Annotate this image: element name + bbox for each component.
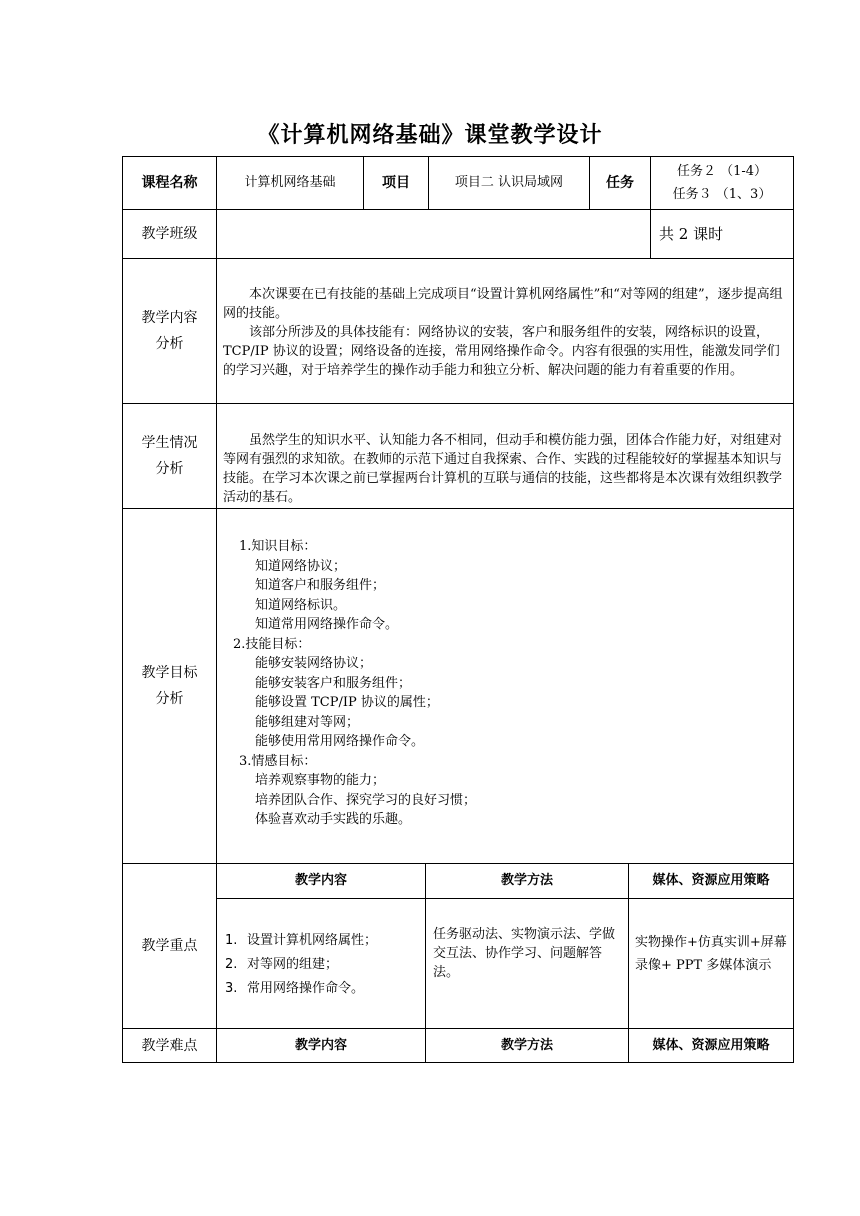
key-media-text: 实物操作+仿真实训+屏幕录像+ PPT 多媒体演示 — [635, 935, 787, 973]
key-content-header: 教学内容 — [294, 873, 347, 888]
goal-item: 体验喜欢动手实践的乐趣。 — [255, 812, 412, 827]
row-divider — [123, 403, 793, 404]
task-line-2: 任务３ （1、3） — [672, 187, 772, 202]
row-divider — [216, 898, 793, 899]
key-content-list — [225, 931, 377, 1003]
goal-heading: 2.技能目标： — [233, 636, 311, 652]
class-value — [217, 210, 650, 258]
goal-heading: 1.知识目标： — [239, 539, 317, 554]
goal-heading: 3.情感目标： — [239, 753, 317, 769]
content-paragraph-2: 该部分所涉及的具体技能有：网络协议的安装，客户和服务组件的安装，网络标识的设置，TCP/IP 协议的设置；网络设备的连接，常用网络操作命令。内容有很强的实用性，能激发同学们的学习兴趣，对于培养学生的操作动手能力和独立分析、解决问题的能力有着重要的作用。 — [223, 325, 780, 378]
goal-item: 能够设置 TCP/IP 协议的属性； — [255, 695, 439, 710]
goal-item: 知道客户和服务组件； — [255, 578, 386, 593]
difficult-method-header: 教学方法 — [500, 1037, 553, 1053]
key-content-item: 2. 对等网的组建； — [225, 957, 339, 972]
row-divider — [123, 508, 793, 509]
student-analysis-text — [223, 431, 788, 507]
key-media-header: 媒体、资源应用策略 — [652, 873, 770, 888]
key-method-header: 教学方法 — [500, 873, 553, 888]
goal-item: 知道网络标识。 — [255, 597, 347, 613]
key-content-item: 3. 常用网络操作命令。 — [225, 981, 365, 996]
column-divider — [216, 157, 217, 1062]
goal-item: 知道常用网络操作命令。 — [255, 617, 399, 632]
goal-item: 能够安装客户和服务组件； — [255, 675, 412, 691]
document-title: 《计算机网络基础》课堂教学设计 — [257, 123, 603, 148]
class-hours: 共 2 课时 — [659, 225, 724, 243]
goal-item: 能够组建对等网； — [255, 714, 360, 730]
difficult-media-header: 媒体、资源应用策略 — [652, 1037, 770, 1053]
project-label: 项目 — [382, 175, 410, 191]
course-name-label: 课程名称 — [141, 175, 198, 191]
task-line-1: 任务２ （1-4） — [676, 164, 768, 179]
lesson-plan-table — [122, 156, 794, 1063]
goals-analysis-label: 教学目标 分析 — [141, 665, 198, 707]
key-methods-text: 任务驱动法、实物演示法、学做交互法、协作学习、问题解答法。 — [433, 927, 616, 980]
goals-list — [235, 537, 476, 830]
content-analysis-label: 教学内容 分析 — [141, 310, 198, 352]
content-paragraph-1: 本次课要在已有技能的基础上完成项目“设置计算机网络属性”和“对等网的组建”，逐步提高组网的技能。 — [223, 287, 783, 321]
difficult-content-header: 教学内容 — [294, 1037, 347, 1053]
class-label: 教学班级 — [141, 226, 198, 242]
key-content-item: 1. 设置计算机网络属性； — [225, 933, 378, 948]
student-paragraph: 虽然学生的知识水平、认知能力各不相同，但动手和模仿能力强，团体合作能力好，对组建对等网有强烈的求知欲。在教师的示范下通过自我探索、合作、实践的过程能较好的掌握基本知识与技能。在学习本次课之前已掌握两台计算机的互联与通信的技能，这些都将是本次课有效组织教学活动的基石。 — [223, 433, 783, 505]
content-analysis-text — [223, 285, 788, 380]
student-analysis-label: 学生情况 分析 — [141, 435, 198, 477]
task-label: 任务 — [606, 175, 634, 191]
goal-item: 培养观察事物的能力； — [255, 773, 386, 788]
project-value: 项目二 认识局域网 — [454, 175, 564, 190]
goal-item: 知道网络协议； — [255, 558, 347, 574]
course-name-value: 计算机网络基础 — [244, 175, 336, 190]
goal-item: 能够安装网络协议； — [255, 656, 373, 671]
row-divider — [123, 258, 793, 259]
task-value — [651, 157, 793, 209]
key-points-label: 教学重点 — [141, 938, 198, 954]
goal-item: 培养团队合作、探究学习的良好习惯； — [255, 792, 477, 808]
difficult-points-label: 教学难点 — [141, 1037, 198, 1054]
goal-item: 能够使用常用网络操作命令。 — [255, 734, 425, 749]
